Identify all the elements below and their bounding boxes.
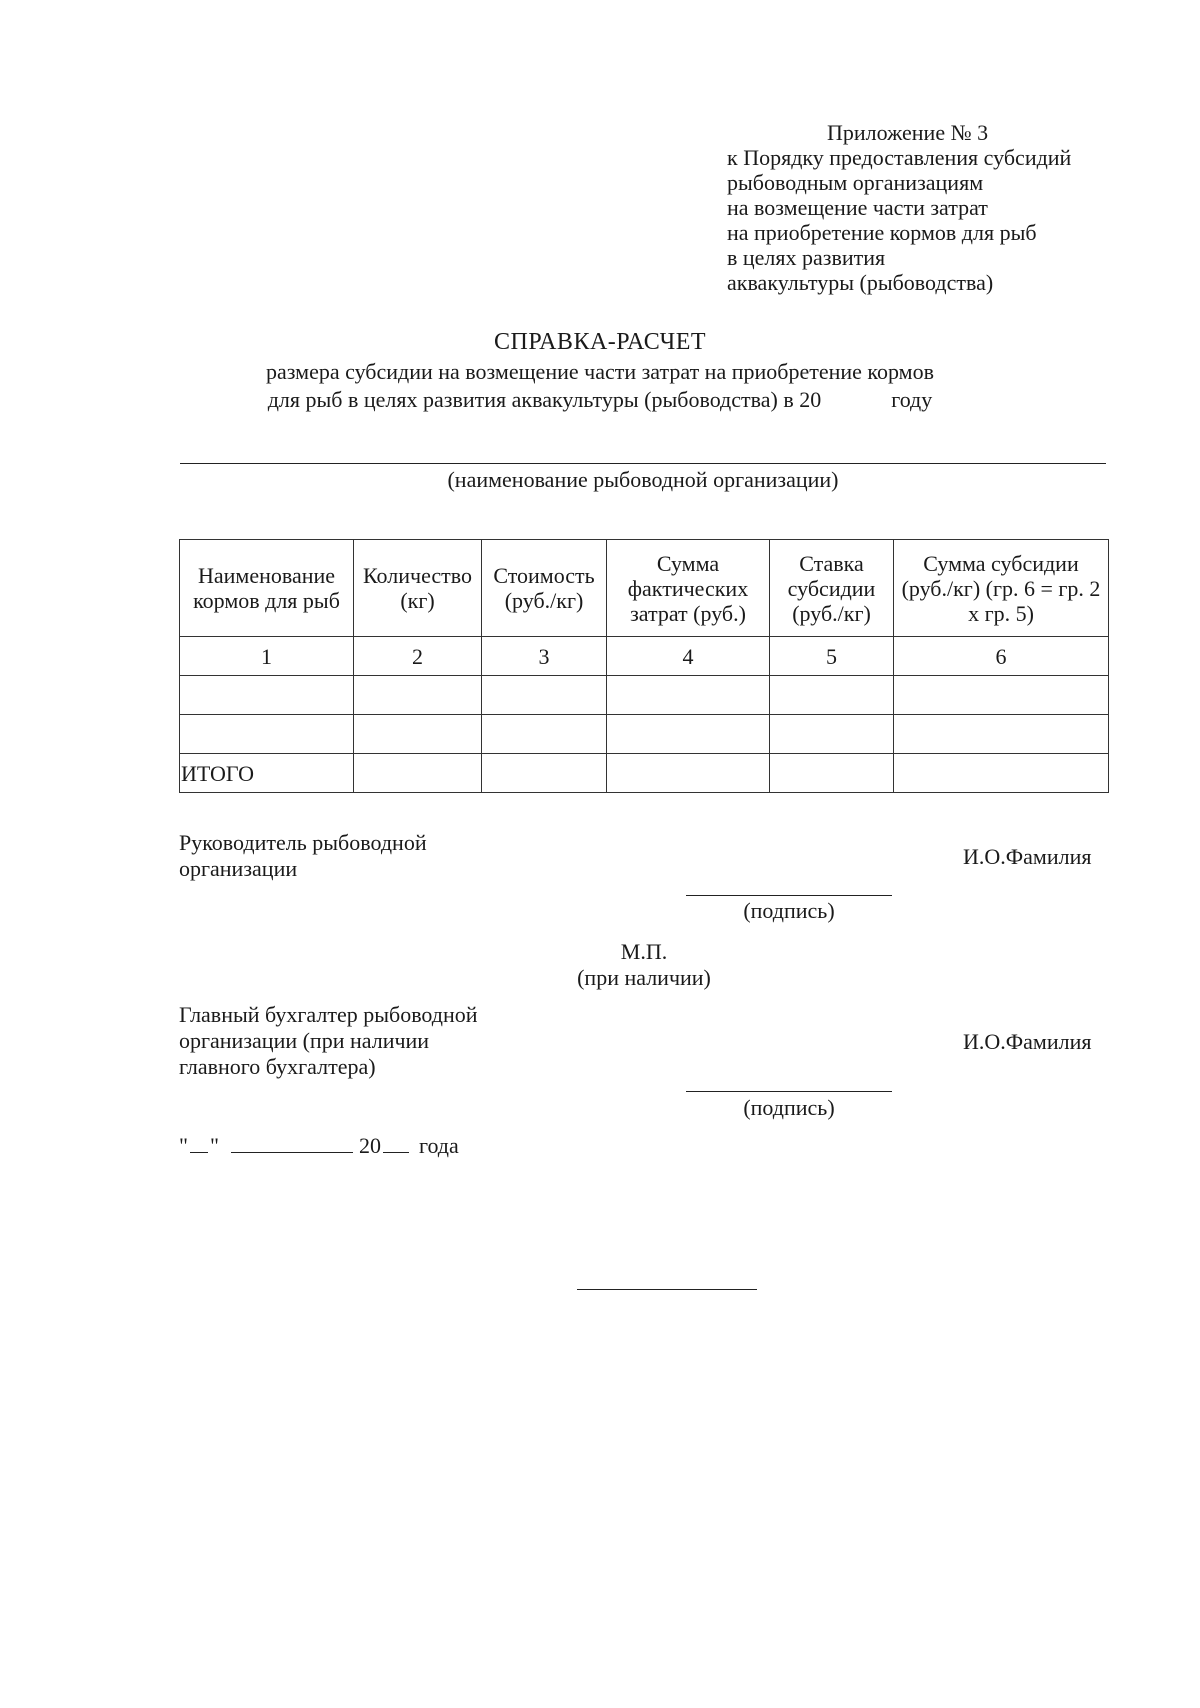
document-title: СПРАВКА-РАСЧЕТ: [493, 329, 707, 355]
head-signature-label: [179, 830, 427, 882]
date-suffix: года: [418, 1133, 459, 1158]
column-number: 5: [770, 637, 894, 676]
accountant-label-line: Главный бухгалтер рыбоводной: [179, 1002, 478, 1027]
header-cell: Количество (кг): [354, 540, 482, 637]
table-row: [180, 715, 1109, 754]
stamp-note: (при наличии): [577, 965, 711, 990]
column-number: 1: [180, 637, 354, 676]
table-cell[interactable]: [354, 754, 482, 793]
table-cell[interactable]: [894, 715, 1109, 754]
total-label: ИТОГО: [180, 754, 354, 793]
accountant-label-line: организации (при наличии: [179, 1028, 430, 1053]
document-subtitle: [0, 358, 1200, 414]
appendix-line: на возмещение части затрат: [727, 195, 988, 220]
date-quote-open: ": [179, 1133, 188, 1158]
closing-rule: [577, 1289, 757, 1290]
date-quote-close: ": [209, 1133, 219, 1158]
header-cell: Наименование кормов для рыб: [180, 540, 354, 637]
table-cell[interactable]: [482, 676, 607, 715]
table-cell[interactable]: [607, 715, 770, 754]
accountant-signature-label: [179, 1002, 478, 1080]
accountant-name: И.О.Фамилия: [963, 1029, 1092, 1054]
table-cell[interactable]: [354, 715, 482, 754]
month-blank[interactable]: [231, 1152, 353, 1153]
appendix-block: [727, 120, 1071, 295]
column-number: 4: [607, 637, 770, 676]
subtitle-line-1: размера субсидии на возмещение части затрат на приобретение кормов: [266, 359, 934, 384]
calculation-table: [179, 539, 1109, 793]
appendix-line: в целях развития: [727, 245, 886, 270]
subtitle-line-2-end: году: [891, 387, 933, 412]
appendix-line: на приобретение кормов для рыб: [727, 220, 1037, 245]
table-cell[interactable]: [770, 754, 894, 793]
appendix-line: Приложение № 3: [827, 120, 989, 145]
organization-name-line[interactable]: [180, 463, 1106, 464]
column-number: 3: [482, 637, 607, 676]
table-cell[interactable]: [482, 715, 607, 754]
appendix-line: рыбоводным организациям: [727, 170, 984, 195]
table-total-row: [180, 754, 1109, 793]
day-blank[interactable]: [190, 1152, 208, 1153]
year-blank[interactable]: [383, 1152, 409, 1153]
table-cell[interactable]: [354, 676, 482, 715]
table-cell[interactable]: [770, 676, 894, 715]
header-cell: Стоимость (руб./кг): [482, 540, 607, 637]
table-cell[interactable]: [180, 676, 354, 715]
table-cell[interactable]: [894, 676, 1109, 715]
table-row: [180, 676, 1109, 715]
head-label-line: Руководитель рыбоводной: [179, 830, 427, 855]
header-cell: Сумма фактических затрат (руб.): [607, 540, 770, 637]
table-number-row: [180, 637, 1109, 676]
stamp-label: М.П.: [620, 939, 668, 964]
table-cell[interactable]: [894, 754, 1109, 793]
subtitle-line-2-start: для рыб в целях развития аквакультуры (рыбоводства) в 20: [267, 387, 822, 412]
accountant-signature-caption: (подпись): [743, 1095, 835, 1120]
subtitle-line-2: [0, 386, 1200, 414]
table-cell[interactable]: [770, 715, 894, 754]
head-name: И.О.Фамилия: [963, 844, 1092, 869]
organization-name-caption: (наименование рыбоводной организации): [447, 467, 839, 492]
date-line: [179, 1133, 459, 1159]
head-label-line: организации: [179, 856, 298, 881]
head-signature-line[interactable]: [686, 895, 892, 896]
year-prefix: 20: [358, 1133, 381, 1158]
header-cell: Сумма субсидии (руб./кг) (гр. 6 = гр. 2 х гр. 5): [894, 540, 1109, 637]
table-cell[interactable]: [607, 754, 770, 793]
table-cell[interactable]: [482, 754, 607, 793]
table-header-row: [180, 540, 1109, 637]
header-cell: Ставка субсидии (руб./кг): [770, 540, 894, 637]
appendix-line: к Порядку предоставления субсидий: [727, 145, 1072, 170]
accountant-signature-line[interactable]: [686, 1091, 892, 1092]
table-cell[interactable]: [180, 715, 354, 754]
accountant-label-line: главного бухгалтера): [179, 1054, 376, 1079]
head-signature-caption: (подпись): [743, 898, 835, 923]
column-number: 2: [354, 637, 482, 676]
column-number: 6: [894, 637, 1109, 676]
table-cell[interactable]: [607, 676, 770, 715]
appendix-line: аквакультуры (рыбоводства): [727, 270, 994, 295]
